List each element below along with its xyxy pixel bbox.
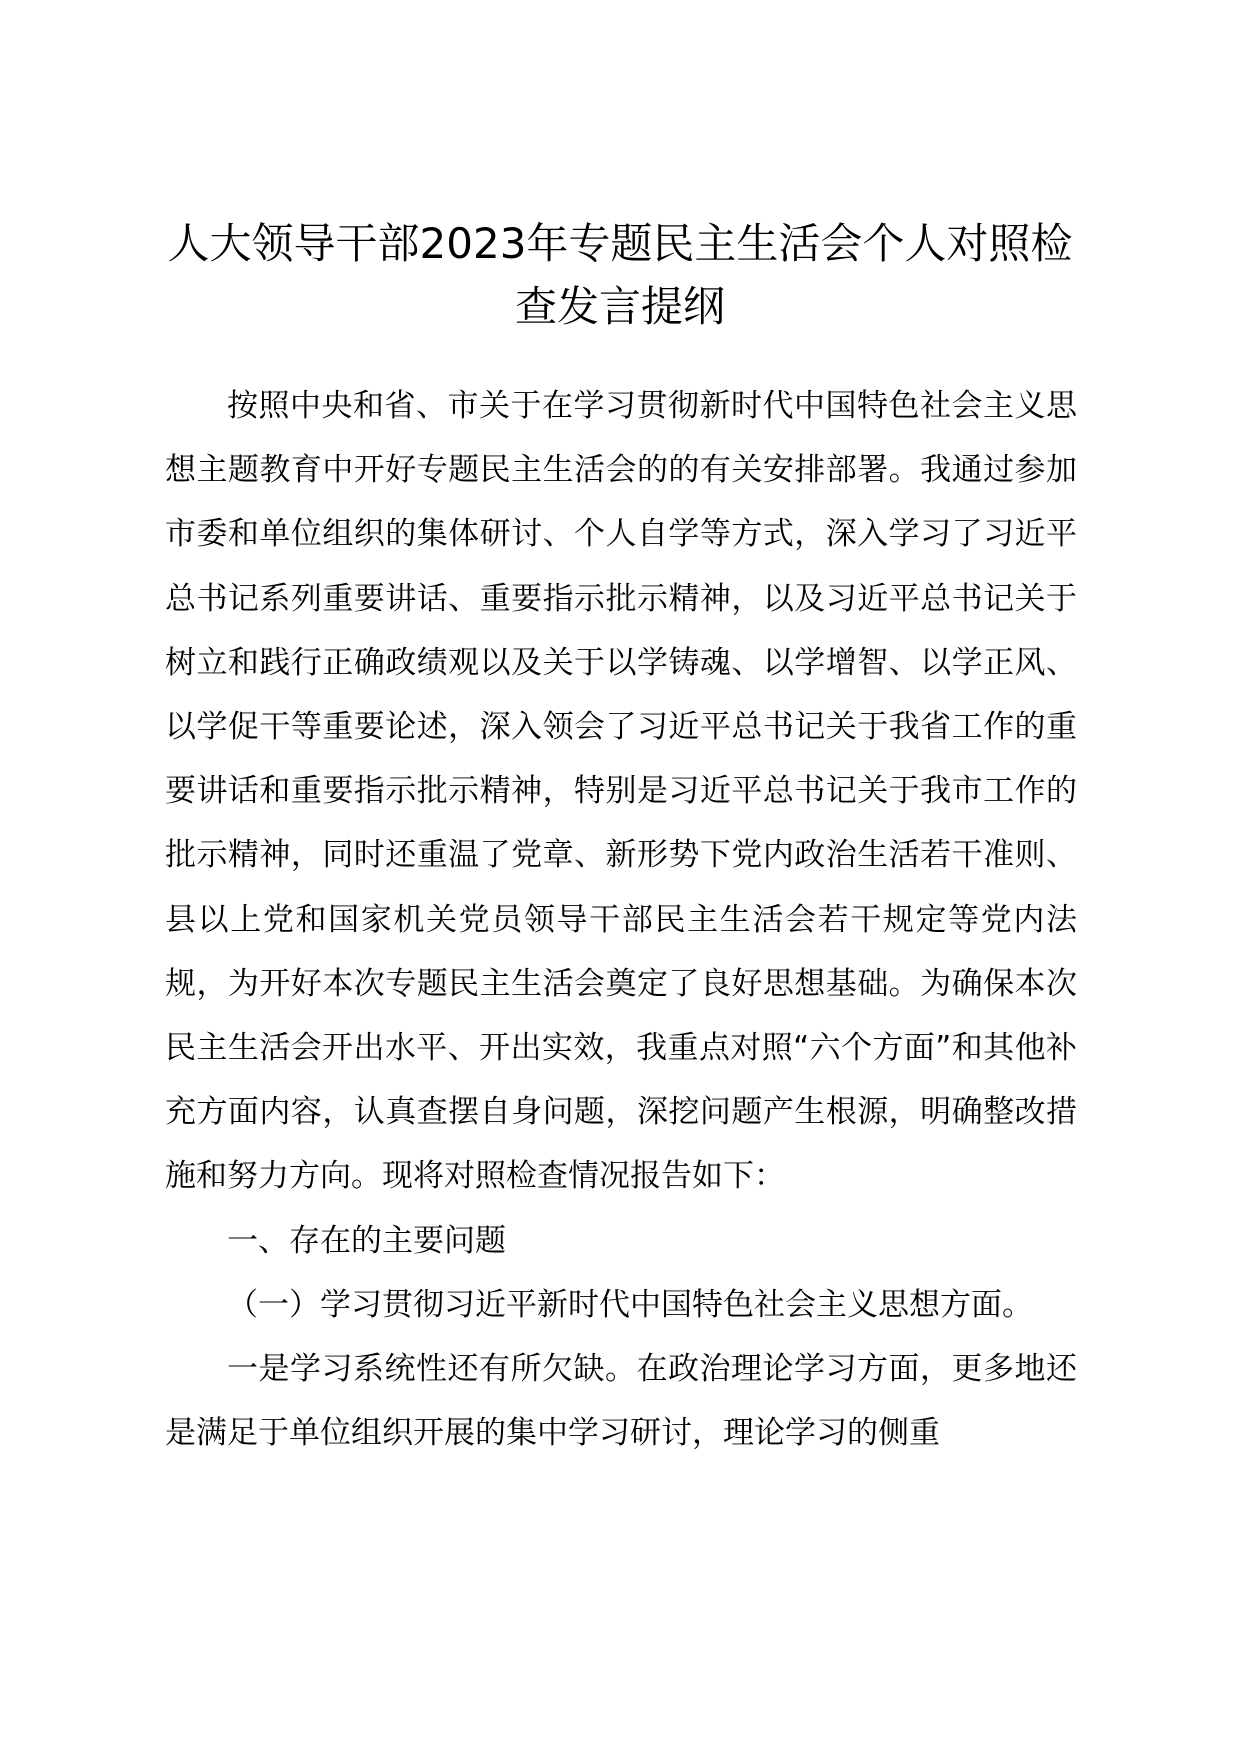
document-title: 人大领导干部2023年专题民主生活会个人对照检查发言提纲 [167, 219, 1073, 331]
intro-paragraph: 按照中央和省、市关于在学习贯彻新时代中国特色社会主义思想主题教育中开好专题民主生活会的的有关安排部署。我通过参加市委和单位组织的集体研讨、个人自学等方式，深入学习了习近平总书记系列重要讲话、重要指示批示精神，以及习近平总书记关于树立和践行正确政绩观以及关于以学铸魂、以学增智、以学正风、以学促干等重要论述，深入领会了习近平总书记关于我省工作的重要讲话和重要指示批示精神，特别是习近平总书记关于我市工作的批示精神，同时还重温了党章、新形势下党内政治生活若干准则、县以上党和国家机关党员领导干部民主生活会若干规定等党内法规，为开好本次专题民主生活会奠定了良好思想基础。为确保本次民主生活会开出水平、开出实效，我重点对照“六个方面”和其他补充方面内容，认真查摆自身问题，深挖问题产生根源，明确整改措施和努力方向。现将对照检查情况报告如下： [165, 388, 1077, 1195]
document-body [165, 374, 1077, 1465]
subsection-heading: （一）学习贯彻习近平新时代中国特色社会主义思想方面。 [227, 1286, 1033, 1323]
section-heading: 一、存在的主要问题 [227, 1222, 506, 1259]
body-paragraph: 一是学习系统性还有所欠缺。在政治理论学习方面，更多地还是满足于单位组织开展的集中学习研讨，理论学习的侧重 [165, 1351, 1077, 1452]
